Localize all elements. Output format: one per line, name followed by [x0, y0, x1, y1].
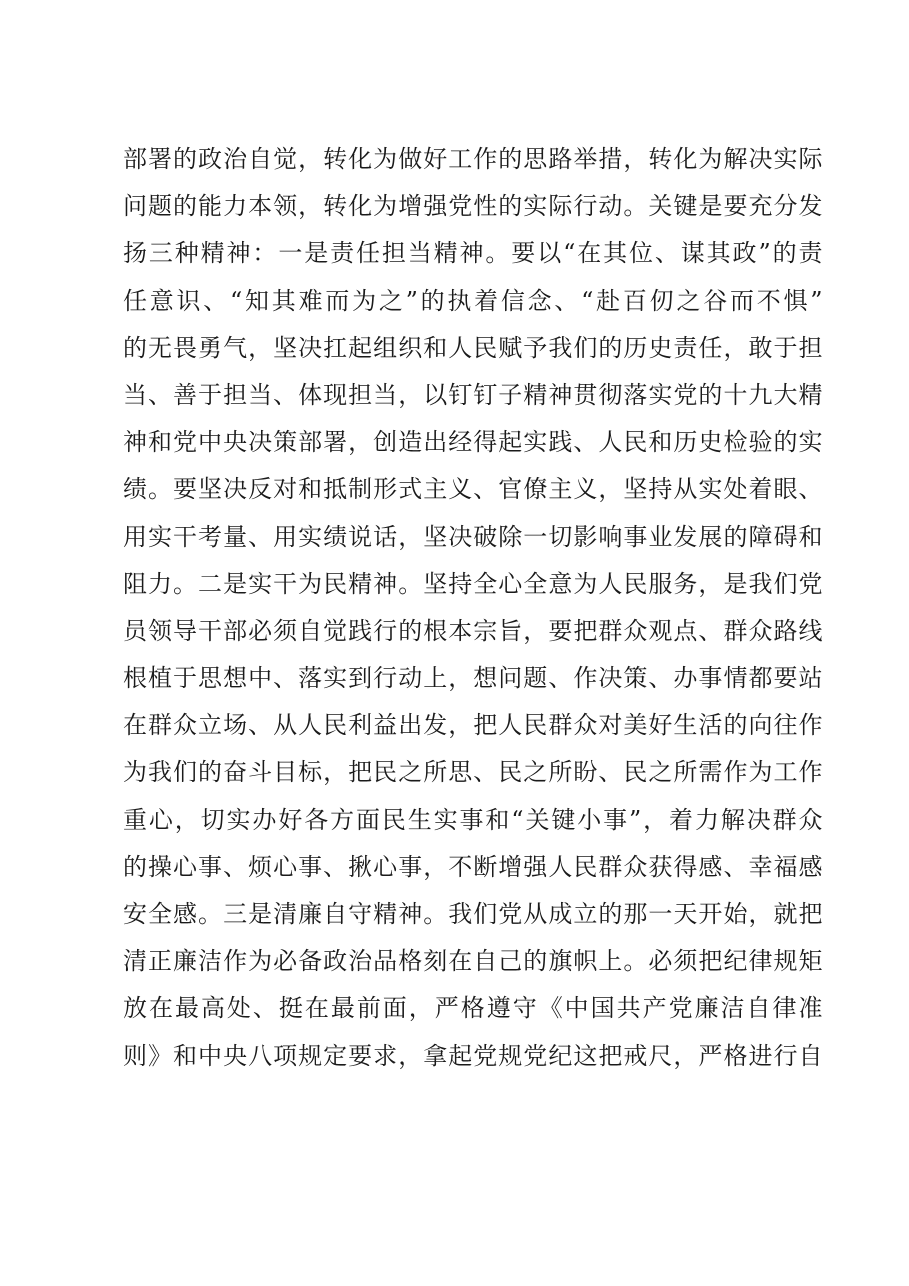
paragraph-line: 清正廉洁作为必备政治品格刻在自己的旗帜上。必须把纪律规矩: [123, 947, 823, 976]
paragraph-line: 安全感。三是清廉自守精神。我们党从成立的那一天开始，就把: [123, 900, 823, 928]
paragraph-line: 员领导干部必须自觉践行的根本宗旨，要把群众观点、群众路线: [123, 616, 823, 645]
paragraph-line: 放在最高处、挺在最前面，严格遵守《中国共产党廉洁自律准: [123, 994, 823, 1023]
paragraph-line: 绩。要坚决反对和抵制形式主义、官僚主义，坚持从实处着眼、: [123, 475, 823, 504]
paragraph-line: 阻力。二是实干为民精神。坚持全心全意为人民服务，是我们党: [123, 569, 823, 598]
paragraph-line: 则》和中央八项规定要求，拿起党规党纪这把戒尺，严格进行自: [123, 1041, 823, 1070]
paragraph-line: 的操心事、烦心事、揪心事，不断增强人民群众获得感、幸福感: [123, 852, 823, 881]
paragraph-line: 问题的能力本领，转化为增强党性的实际行动。关键是要充分发: [123, 192, 823, 221]
paragraph-line: 部署的政治自觉，转化为做好工作的思路举措，转化为解决实际: [123, 145, 823, 173]
paragraph-line: 重心，切实办好各方面民生实事和“关键小事”，着力解决群众: [123, 805, 823, 834]
paragraph-line: 为我们的奋斗目标，把民之所思、民之所盼、民之所需作为工作: [123, 758, 823, 787]
paragraph-line: 的无畏勇气，坚决扛起组织和人民赋予我们的历史责任，敢于担: [123, 333, 823, 362]
paragraph-line: 任意识、“知其难而为之”的执着信念、“赴百仞之谷而不惧”: [123, 286, 823, 315]
paragraph-line: 扬三种精神：一是责任担当精神。要以“在其位、谋其政”的责: [123, 239, 823, 268]
paragraph-line: 在群众立场、从人民利益出发，把人民群众对美好生活的向往作: [123, 711, 823, 740]
paragraph-line: 用实干考量、用实绩说话，坚决破除一切影响事业发展的障碍和: [123, 522, 823, 551]
body-paragraph: [123, 136, 823, 1080]
paragraph-line: 神和党中央决策部署，创造出经得起实践、人民和历史检验的实: [123, 428, 823, 457]
paragraph-line: 当、善于担当、体现担当，以钉钉子精神贯彻落实党的十九大精: [123, 380, 823, 409]
paragraph-line: 根植于思想中、落实到行动上，想问题、作决策、办事情都要站: [123, 664, 823, 693]
